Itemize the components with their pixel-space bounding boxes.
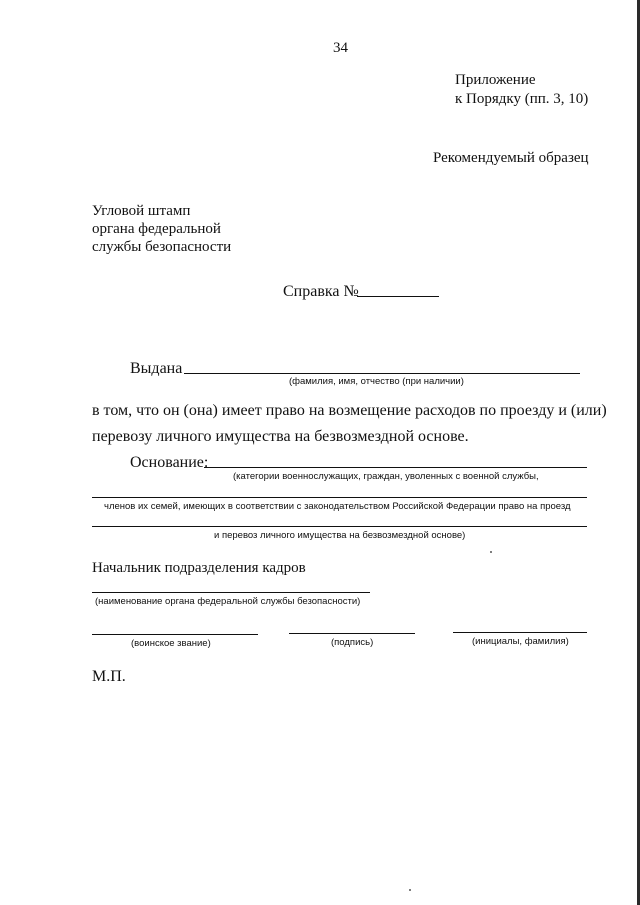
signature-hint: (подпись) [331,637,374,648]
head-line [92,592,370,593]
basis-line-1 [204,467,587,468]
page-number: 34 [333,40,348,56]
basis-hint-2: членов их семей, имеющих в соответствии с законодательством Российской Федерации право на проезд [104,501,571,512]
rank-hint: (воинское звание) [131,638,211,649]
speck [490,551,492,553]
stamp-line-3: службы безопасности [92,239,232,255]
issued-label: Выдана [130,360,183,377]
stamp-line-1: Угловой штамп [92,203,191,219]
name-hint: (инициалы, фамилия) [472,636,569,647]
basis-line-2 [92,497,587,498]
certificate-number-line [357,296,439,297]
seal-mark: М.П. [92,668,126,685]
body-line-2: перевозу личного имущества на безвозмездной основе. [92,428,469,445]
head-title: Начальник подразделения кадров [92,560,306,576]
basis-hint-3: и перевоз личного имущества на безвозмездной основе) [214,530,466,541]
stamp-line-2: органа федеральной [92,221,221,237]
speck [409,889,411,891]
signature-line [289,633,415,634]
rank-line [92,634,258,635]
appendix-line-1: Приложение [455,72,536,88]
name-line [453,632,587,633]
appendix-line-2: к Порядку (пп. 3, 10) [455,91,589,107]
head-hint: (наименование органа федеральной службы безопасности) [95,596,361,607]
certificate-title: Справка № [283,283,359,300]
basis-label: Основание: [130,454,209,471]
sample-label: Рекомендуемый образец [433,150,589,166]
body-line-1: в том, что он (она) имеет право на возмещение расходов по проезду и (или) [92,402,607,419]
issued-hint: (фамилия, имя, отчество (при наличии) [289,376,464,387]
basis-hint-1: (категории военнослужащих, граждан, уволенных с военной службы, [233,471,539,482]
basis-line-3 [92,526,587,527]
issued-line [184,373,580,374]
